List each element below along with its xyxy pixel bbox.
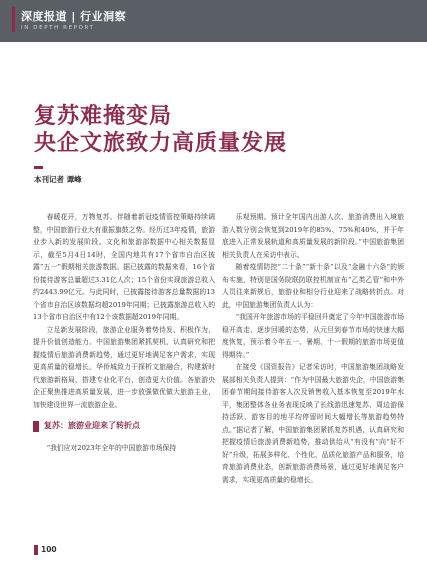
section-mark	[33, 421, 39, 432]
title-rule	[34, 166, 43, 169]
headline-line-2: 央企文旅致力高质量发展	[34, 130, 288, 156]
paragraph: 在接受《国资报告》记者采访时，中国旅游集团战略发展部相关负责人提到：“作为中国最大旅游央企，中国旅游集团春节期间接待游客人次及销售收入基本恢复至2019年水平，集团整体各业务表现反映了长线游迅速复苏、周边游保持活跃、游客目的地平均停留时间大幅增长等旅游趋势特点。”据记者了解，中国旅游集团紧抓复苏机遇，认真研究和把握疫情后旅游消费新趋势，推动供给从“有没有”向“好不好”升级，拓展多样化、个性化、品质化旅游产品和服务，培育旅游消费业态，创新旅游消费场景，通过更好地满足客户需求，实现更高质量的稳增长。	[222, 363, 404, 484]
section-header-subtitle: IN DEPTH REPORT	[21, 25, 95, 31]
page-number-mark	[34, 545, 38, 555]
paragraph: 春暖花开，万物复苏。伴随着新冠疫情管控策略持续调整，中国旅游行业大有重振旗鼓之势。经历过3年疫情，旅游业步入新的发展阶段。文化和旅游部数据中心相关数据显示，截至5月4日14时，全国内地共有17个省市自治区披露“五一”假期相关旅游数据。据已披露的数据来看，16个省份接待游客总量超过3.31亿人次；15个省份实现旅游总收入约2443.99亿元。与此同时，已披露接待游客总量数据的13个省市自治区该数据均超2019年同期；已披露旅游总收入的13个省市自治区中有12个该数据超2019年同期。	[33, 213, 215, 321]
left-column	[33, 211, 215, 454]
headline-line-1: 复苏难掩变局	[34, 103, 173, 129]
header-accent-bar	[12, 7, 15, 32]
quote-paragraph: “我国开年旅游市场的平稳回升奠定了今年中国旅游市场稳开高走、逐步回暖的态势，从元旦到春节市场的快速大幅度恢复，预示着今年五一、暑期、十一假期的旅游市场更值得期待。”	[222, 313, 404, 359]
paragraph: 立足新发展阶段，旅游企业服务着势待发、积极作为，提升价值创造能力。中国旅游集团紧抓契机，认真研究和把握疫情后旅游消费新趋势，通过更好地满足客户需求，实现更高质量的稳增长。华侨城致力于探析文旅融合，构建新时代旅游新格局，搭建专业化平台，创造更大价值。各旅游央企正聚焦推进高质量发展，进一步放强做优做大旅游主业，加快建设世界一流旅游企业。	[33, 325, 215, 409]
paragraph: 乐观预期。预计全年国内出游人次、旅游消费出入境旅游人数分别会恢复到2019年的85%、75%和40%，并于年底进入正常发展轨道和高质量发展的新阶段。”中国旅游集团相关负责人在采访中表示。	[222, 213, 404, 259]
section-title: 复苏：旅游业迎来了转折点	[44, 421, 140, 430]
page-number: 100	[41, 545, 57, 554]
section-header-title: 深度报道 | 行业洞察	[21, 10, 127, 23]
paragraph: 随着疫情防控“二十条”“新十条”以及“金融十六条”的颁布实施，特别是国务院联防联控机制宣布“乙类乙管”和中外人员往来新规后，旅游业和相分行业迎来了战略转折点。对此，中国旅游集团负责人认为：	[222, 263, 404, 309]
section-heading	[33, 420, 215, 433]
byline: 本刊记者 谭峰	[34, 175, 82, 184]
paragraph: “我们应对2023年全年的中国旅游市场保持	[46, 443, 177, 452]
header-band	[0, 0, 427, 42]
right-column	[222, 211, 404, 486]
